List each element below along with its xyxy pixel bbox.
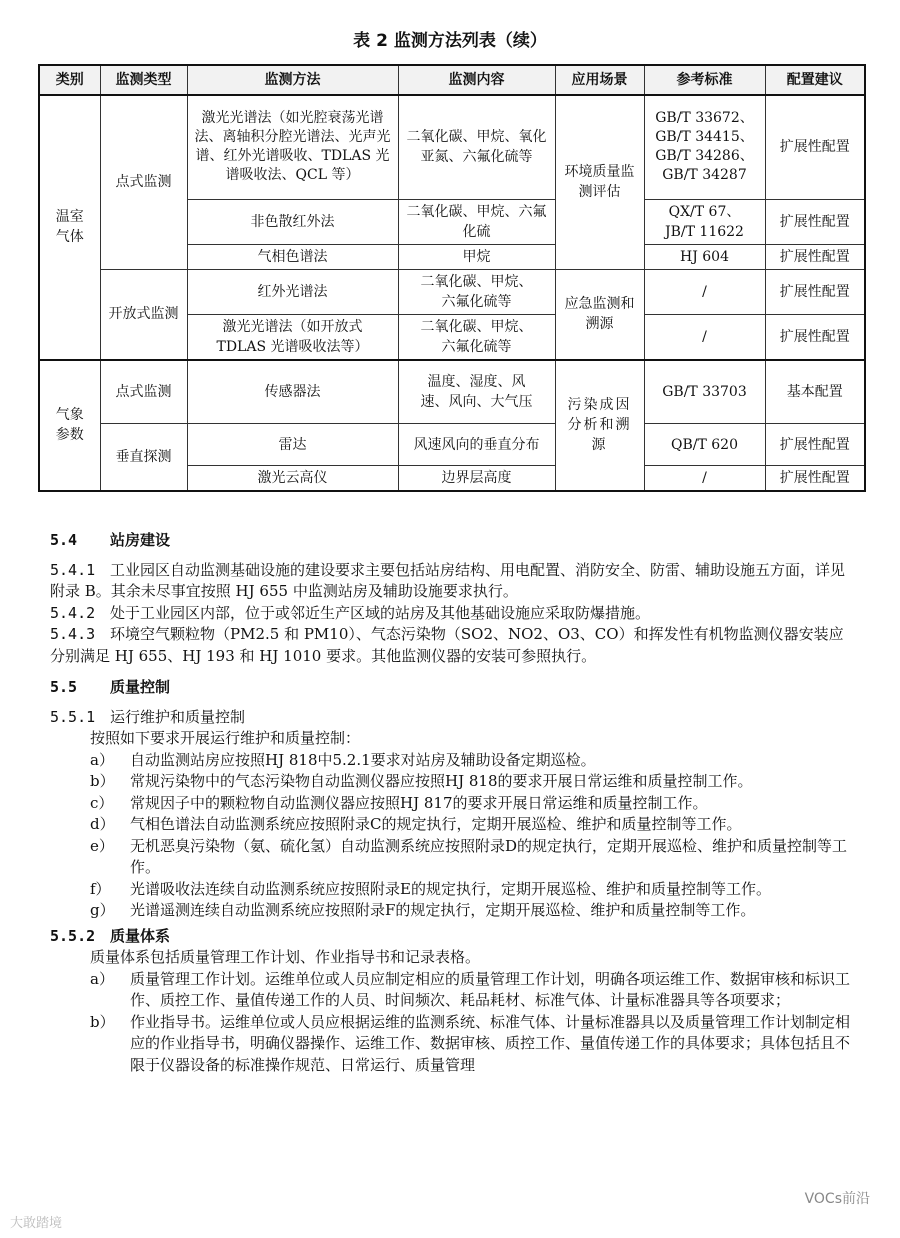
list-item: [50, 793, 858, 815]
list-item-label: f）: [90, 879, 111, 898]
requirements-list: [50, 750, 858, 922]
content-cell: 边界层高度: [398, 466, 555, 492]
config-cell: 扩展性配置: [765, 95, 865, 199]
config-cell: 扩展性配置: [765, 199, 865, 244]
list-item-label: a）: [90, 969, 114, 988]
monitoring-methods-table: [38, 64, 866, 492]
list-item: [50, 836, 858, 879]
method-cell: 激光光谱法（如开放式TDLAS 光谱吸收法等）: [187, 314, 398, 360]
list-item-text: 自动监测站房应按照HJ 818中5.2.1要求对站房及辅助设备定期巡检。: [130, 750, 596, 769]
type-cell: 开放式监测: [100, 269, 187, 360]
content-cell: 二氧化碳、甲烷、六氟化硫等: [398, 269, 555, 314]
config-cell: 基本配置: [765, 360, 865, 424]
quality-system-list: [50, 969, 858, 1077]
list-item-text: 气相色谱法自动监测系统应按照附录C的规定执行，定期开展巡检、维护和质量控制等工作。: [130, 815, 742, 833]
paragraph: 5.4.1 工业园区自动监测基础设施的建设要求主要包括站房结构、用电配置、消防安全、防雷、辅助设施五方面，详见附录 B。其余未尽事宜按照 HJ 655 中监测站房及辅助设施要求执行。: [50, 560, 846, 600]
document-body: [50, 520, 858, 1076]
list-item-label: b）: [90, 1012, 115, 1031]
list-item: [50, 1012, 858, 1077]
scene-cell: 应急监测和溯源: [555, 269, 644, 360]
table-row: [39, 269, 865, 314]
scene-cell: 污染成因分析和溯源: [555, 360, 644, 492]
table-header-row: [39, 65, 865, 95]
col-header-category: 类别: [39, 65, 100, 95]
content-cell: 风速风向的垂直分布: [398, 424, 555, 466]
list-item-text: 光谱遥测连续自动监测系统应按照附录F的规定执行，定期开展巡检、维护和质量控制等工作。: [130, 901, 756, 919]
watermark-left: 大敢踏境: [10, 1216, 63, 1231]
list-item: [50, 771, 858, 793]
category-cell: 气象参数: [39, 360, 100, 492]
content-cell: 二氧化碳、甲烷、六氟化硫等: [398, 314, 555, 360]
col-header-config: 配置建议: [765, 65, 865, 95]
col-header-scene: 应用场景: [555, 65, 644, 95]
method-cell: 雷达: [187, 424, 398, 466]
scene-cell: 环境质量监测评估: [555, 95, 644, 269]
content-cell: 甲烷: [398, 244, 555, 269]
paragraph: 5.4.2 处于工业园区内部，位于或邻近生产区域的站房及其他基础设施应采取防爆措施。: [50, 603, 651, 622]
method-cell: 激光光谱法（如光腔衰荡光谱法、离轴积分腔光谱法、光声光谱、红外光谱吸收、TDLAS 光谱吸收法、QCL 等）: [187, 95, 398, 199]
table-row: [39, 95, 865, 199]
col-header-standard: 参考标准: [644, 65, 765, 95]
list-item-label: g）: [90, 901, 115, 919]
subsection-heading: 5.5.1 运行维护和质量控制: [50, 707, 246, 726]
list-item-label: d）: [90, 815, 115, 833]
list-item-label: b）: [90, 772, 115, 790]
type-cell: 点式监测: [100, 95, 187, 269]
table-row: [39, 360, 865, 424]
method-cell: 激光云高仪: [187, 466, 398, 492]
list-item-text: 质量管理工作计划。运维单位或人员应制定相应的质量管理工作计划，明确各项运维工作、数据审核和标识工作、质控工作、量值传递工作的人员、时间频次、耗品耗材、标准气体、计量标准器具等各项要求；: [130, 969, 851, 1009]
list-item-label: c）: [90, 793, 114, 812]
list-item-text: 常规因子中的颗粒物自动监测仪器应按照HJ 817的要求开展日常运维和质量控制工作。: [130, 793, 708, 812]
standard-cell: GB/T 33672、 GB/T 34415、 GB/T 34286、 GB/T 34287: [644, 95, 765, 199]
standard-cell: QB/T 620: [644, 424, 765, 466]
config-cell: 扩展性配置: [765, 466, 865, 492]
standard-cell: /: [644, 466, 765, 492]
type-cell: 点式监测: [100, 360, 187, 424]
subsection-heading: 5.5.2 质量体系: [50, 926, 171, 945]
list-item-text: 无机恶臭污染物（氨、硫化氢）自动监测系统应按照附录D的规定执行，定期开展巡检、维护和质量控制等工作。: [130, 836, 848, 876]
category-cell: 温室气体: [39, 95, 100, 360]
section-heading: 5.4 站房建设: [50, 531, 171, 549]
method-cell: 气相色谱法: [187, 244, 398, 269]
table-row: [39, 424, 865, 466]
list-item-label: a）: [90, 750, 114, 769]
method-cell: 非色散红外法: [187, 199, 398, 244]
paragraph: 按照如下要求开展运行维护和质量控制：: [90, 729, 361, 747]
list-item: [50, 900, 858, 922]
config-cell: 扩展性配置: [765, 314, 865, 360]
config-cell: 扩展性配置: [765, 424, 865, 466]
list-item: [50, 814, 858, 836]
method-cell: 红外光谱法: [187, 269, 398, 314]
list-item-text: 作业指导书。运维单位或人员应根据运维的监测系统、标准气体、计量标准器具以及质量管理工作计划制定相应的作业指导书，明确仪器操作、运维工作、数据审核、质控工作、量值传递工作的具体要求；具体包括且不限于仪器设备的标准操作规范、日常运行、质量管理: [130, 1012, 851, 1074]
col-header-content: 监测内容: [398, 65, 555, 95]
type-cell: 垂直探测: [100, 424, 187, 492]
content-cell: 二氧化碳、甲烷、氧化亚氮、六氟化硫等: [398, 95, 555, 199]
paragraph: 5.4.3 环境空气颗粒物（PM2.5 和 PM10）、气态污染物（SO2、NO2、O3、CO）和挥发性有机物监测仪器安装应分别满足 HJ 655、HJ 193 和 HJ 1010 要求。其他监测仪器的安装可参照执行。: [50, 625, 844, 665]
standard-cell: QX/T 67、 JB/T 11622: [644, 199, 765, 244]
watermark-right: VOCs前沿: [804, 1191, 870, 1207]
section-heading: 5.5 质量控制: [50, 678, 171, 696]
standard-cell: /: [644, 314, 765, 360]
col-header-type: 监测类型: [100, 65, 187, 95]
col-header-method: 监测方法: [187, 65, 398, 95]
standard-cell: GB/T 33703: [644, 360, 765, 424]
config-cell: 扩展性配置: [765, 269, 865, 314]
method-cell: 传感器法: [187, 360, 398, 424]
config-cell: 扩展性配置: [765, 244, 865, 269]
list-item: [50, 879, 858, 901]
list-item: [50, 969, 858, 1012]
table-caption: 表 2 监测方法列表（续）: [353, 31, 547, 51]
list-item-text: 光谱吸收法连续自动监测系统应按照附录E的规定执行，定期开展巡检、维护和质量控制等工作。: [130, 879, 771, 898]
content-cell: 温度、湿度、风速、风向、大气压: [398, 360, 555, 424]
standard-cell: /: [644, 269, 765, 314]
content-cell: 二氧化碳、甲烷、六氟化硫: [398, 199, 555, 244]
standard-cell: HJ 604: [644, 244, 765, 269]
list-item-text: 常规污染物中的气态污染物自动监测仪器应按照HJ 818的要求开展日常运维和质量控制工作。: [130, 772, 753, 790]
list-item-label: e）: [90, 836, 114, 855]
list-item: [50, 750, 858, 772]
paragraph: 质量体系包括质量管理工作计划、作业指导书和记录表格。: [90, 948, 481, 966]
